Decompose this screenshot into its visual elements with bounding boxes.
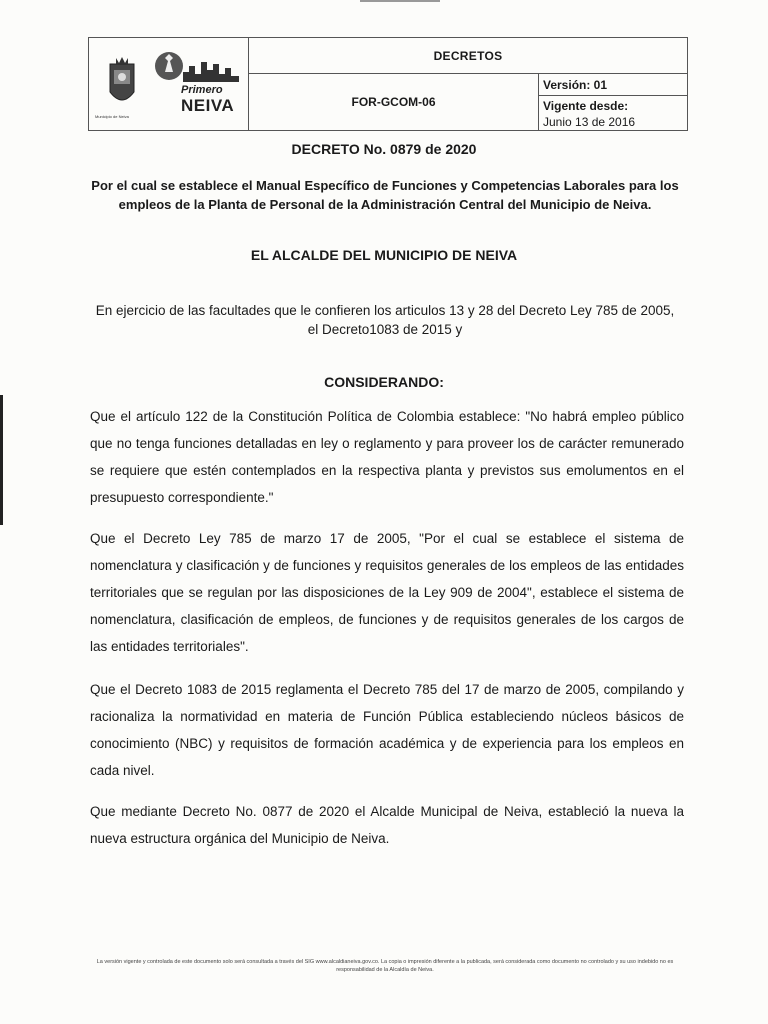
scan-artifact-top: [360, 0, 440, 2]
doc-code-cell: FOR-GCOM-06: [249, 74, 539, 130]
mayor-heading: EL ALCALDE DEL MUNICIPIO DE NEIVA: [250, 247, 518, 263]
document-header-table: [88, 37, 688, 131]
scan-artifact-left: [0, 395, 3, 525]
vigente-label: Vigente desde:: [543, 99, 629, 113]
considering-paragraph-1: Que el artículo 122 de la Constitución Política de Colombia establece: "No habrá empleo público que no tenga funciones detalladas en ley o reglamento y para proveer los de carácter remunerado se requiere que estén contemplados en la respectiva planta y previstos sus emolumentos en el presupuesto correspondiente.": [90, 409, 684, 505]
considering-paragraph-4: Que mediante Decreto No. 0877 de 2020 el Alcalde Municipal de Neiva, estableció la nueva la nueva estructura orgánica del Municipio de Neiva.: [90, 804, 684, 846]
brand-main-text: NEIVA: [181, 96, 235, 115]
primero-neiva-logo-icon: [153, 48, 245, 88]
brand-top-text: Primero: [181, 84, 223, 96]
footer-disclaimer: La versión vigente y controlada de este documento solo será consultada a través del SIG www.alcaldianeiva.gov.co. La copia o impresión diferente a la publicada, será considerada como documento no controlado y su uso indebido no es responsabilidad de la Alcaldía de Neiva.: [96, 959, 674, 973]
vigente-date: Junio 13 de 2016: [543, 115, 636, 129]
decree-subject: Por el cual se establece el Manual Específico de Funciones y Competencias Laborales para los empleos de la Planta de Personal de la Administración Central del Municipio de Neiva.: [91, 178, 679, 212]
considering-paragraph-3: Que el Decreto 1083 de 2015 reglamenta el Decreto 785 del 17 de marzo de 2005, compilando y racionaliza la normatividad en materia de Función Pública estableciendo núcleos básicos de conocimiento (NBC) y requisitos de formación académica y de experiencia para los empleos en cada nivel.: [90, 682, 684, 778]
vigente-cell: [539, 96, 687, 130]
considering-paragraph-2: Que el Decreto Ley 785 de marzo 17 de 2005, "Por el cual se establece el sistema de nomenclatura y clasificación y de funciones y requisitos generales de los empleos de las entidades territoriales que se regulan por las disposiciones de la Ley 909 de 2004", establece el sistema de nomenclatura, clasificación de empleos, de funciones y de requisitos generales de los cargos de las entidades territoriales".: [90, 531, 684, 654]
considering-heading: CONSIDERANDO:: [324, 374, 444, 390]
doc-type-cell: DECRETOS: [249, 38, 687, 74]
municipal-seal-icon: [107, 54, 137, 110]
version-cell: Versión: 01: [539, 74, 687, 96]
logo-cell: [89, 38, 249, 130]
seal-caption: Municipio de Neiva: [95, 114, 129, 119]
intro-paragraph: En ejercicio de las facultades que le confieren los articulos 13 y 28 del Decreto Ley 785 de 2005, el Decreto1083 de 2015 y: [95, 303, 675, 337]
decree-number: DECRETO No. 0879 de 2020: [291, 141, 477, 157]
